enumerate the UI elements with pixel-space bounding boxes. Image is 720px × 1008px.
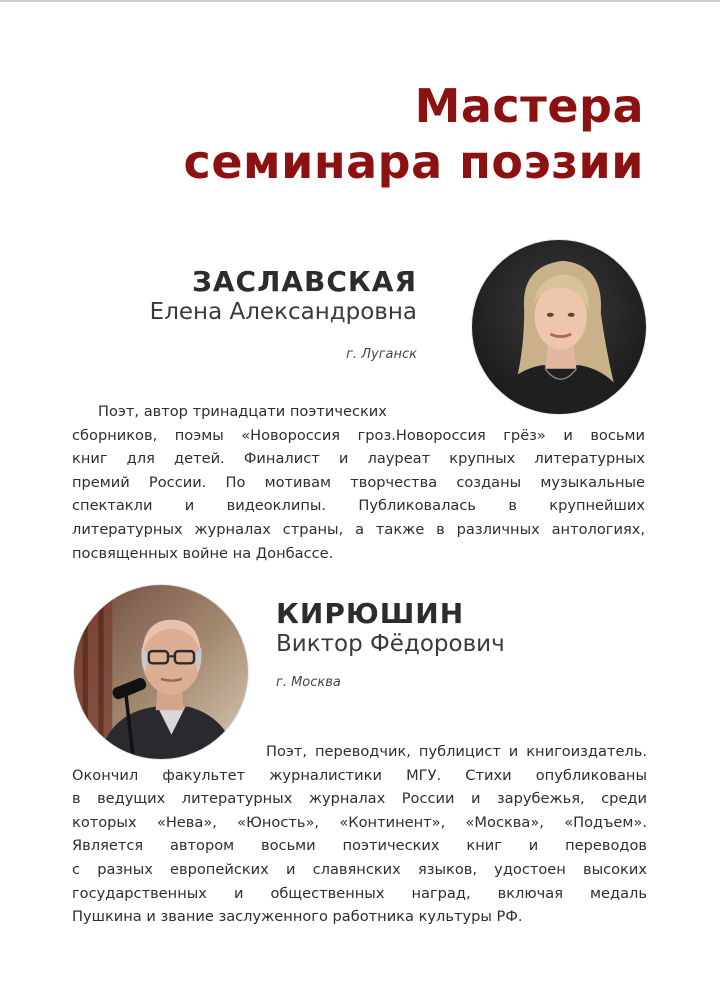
poet-2-bio <box>72 740 647 929</box>
poet-2-portrait <box>74 585 248 759</box>
bio-line: Является автором восьми поэтических книг и переводов <box>72 837 647 855</box>
bio-line: которых «Нева», «Юность», «Континент», «Москва», «Подъем». <box>72 813 647 831</box>
bio-line: книг для детей. Финалист и лауреат крупных литературных <box>72 450 645 468</box>
man-with-microphone-portrait-icon <box>74 585 248 759</box>
poet-1-bio <box>72 400 645 565</box>
page-title <box>184 78 644 190</box>
bio-line: в ведущих литературных журналах России и зарубежья, среди <box>72 790 647 808</box>
bio-line: с разных европейских и славянских языков, удостоен высоких <box>72 860 647 878</box>
bio-line: спектакли и видеоклипы. Публиковалась в крупнейших <box>72 497 645 515</box>
poet-1-header <box>150 266 417 364</box>
woman-portrait-icon <box>472 240 646 414</box>
poet-1-given-names: Елена Александровна <box>149 299 417 325</box>
poet-2-city: г. Москва <box>276 675 341 690</box>
bio-line: Пушкина и звание заслуженного работника культуры РФ. <box>72 908 523 926</box>
bio-line: Окончил факультет журналистики МГУ. Стихи опубликованы <box>72 766 647 784</box>
bio-line: премий России. По мотивам творчества созданы музыкальные <box>72 473 645 491</box>
poet-1-surname: ЗАСЛАВСКАЯ <box>191 265 417 298</box>
title-line-1: Мастера <box>414 79 644 133</box>
bio-line: Поэт, переводчик, публицист и книгоиздатель. <box>266 743 647 760</box>
bio-line: посвященных войне на Донбассе. <box>72 544 334 562</box>
poet-2-surname: КИРЮШИН <box>276 597 465 630</box>
top-divider <box>0 0 720 2</box>
bio-line: государственных и общественных наград, включая медаль <box>72 884 647 902</box>
title-line-2: семинара поэзии <box>183 135 644 189</box>
bio-line: сборников, поэмы «Новороссия гроз.Новороссия грёз» и восьми <box>72 426 645 444</box>
bio-line: литературных журналах страны, а также в различных антологиях, <box>72 520 645 538</box>
poet-2-given-names: Виктор Фёдорович <box>276 631 505 657</box>
poet-2-header <box>276 598 505 692</box>
bio-line: Поэт, автор тринадцати поэтических <box>98 403 387 420</box>
poet-1-city: г. Луганск <box>346 347 417 362</box>
poet-1-portrait <box>472 240 646 414</box>
